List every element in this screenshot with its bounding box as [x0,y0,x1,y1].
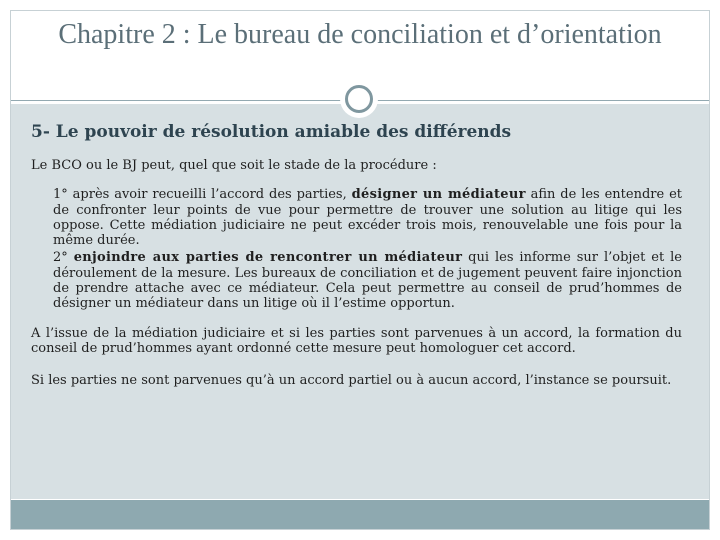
homologation-paragraph: A l’issue de la médiation judiciaire et si les parties sont parvenues à un accord, la formation du conseil de prud’hommes ayant ordonné cette mesure peut homologuer cet accord. [31,325,682,356]
item-1-suffix: afin de les entendre et de confronter leur points de vue pour permettre de trouver une solution au litige qui les oppose. Cette médiation judiciaire ne peut excéder trois mois, renouvelable une fois pour la même durée. [53,187,682,249]
intro-paragraph: Le BCO ou le BJ peut, quel que soit le stade de la procédure : [31,158,437,173]
list-item-2 [53,250,682,311]
item-2-suffix: qui les informe sur l’objet et le déroulement de la mesure. Les bureaux de conciliation et de jugement peuvent faire injonction de prendre attache avec ce médiateur. Cela peut permettre au conseil de prud’hommes de désigner un médiateur dans un litige où il l’estime opportun. [53,250,682,312]
section-heading: 5- Le pouvoir de résolution amiable des différends [31,122,512,142]
item-1-prefix: 1° après avoir recueilli l’accord des parties, [53,187,352,203]
item-1-emphasis: désigner un médiateur [351,187,526,203]
list-item-1 [53,187,682,248]
partial-agreement-paragraph: Si les parties ne sont parvenues qu’à un accord partiel ou à aucun accord, l’instance se poursuit. [31,373,672,389]
item-2-emphasis: enjoindre aux parties de rencontrer un médiateur [73,250,463,266]
slide-title: Chapitre 2 : Le bureau de conciliation et d’orientation [58,19,662,50]
body-text [31,118,682,389]
footer-bar [11,500,709,529]
circle-ornament-icon [340,80,378,118]
item-2-prefix: 2° [53,250,74,266]
